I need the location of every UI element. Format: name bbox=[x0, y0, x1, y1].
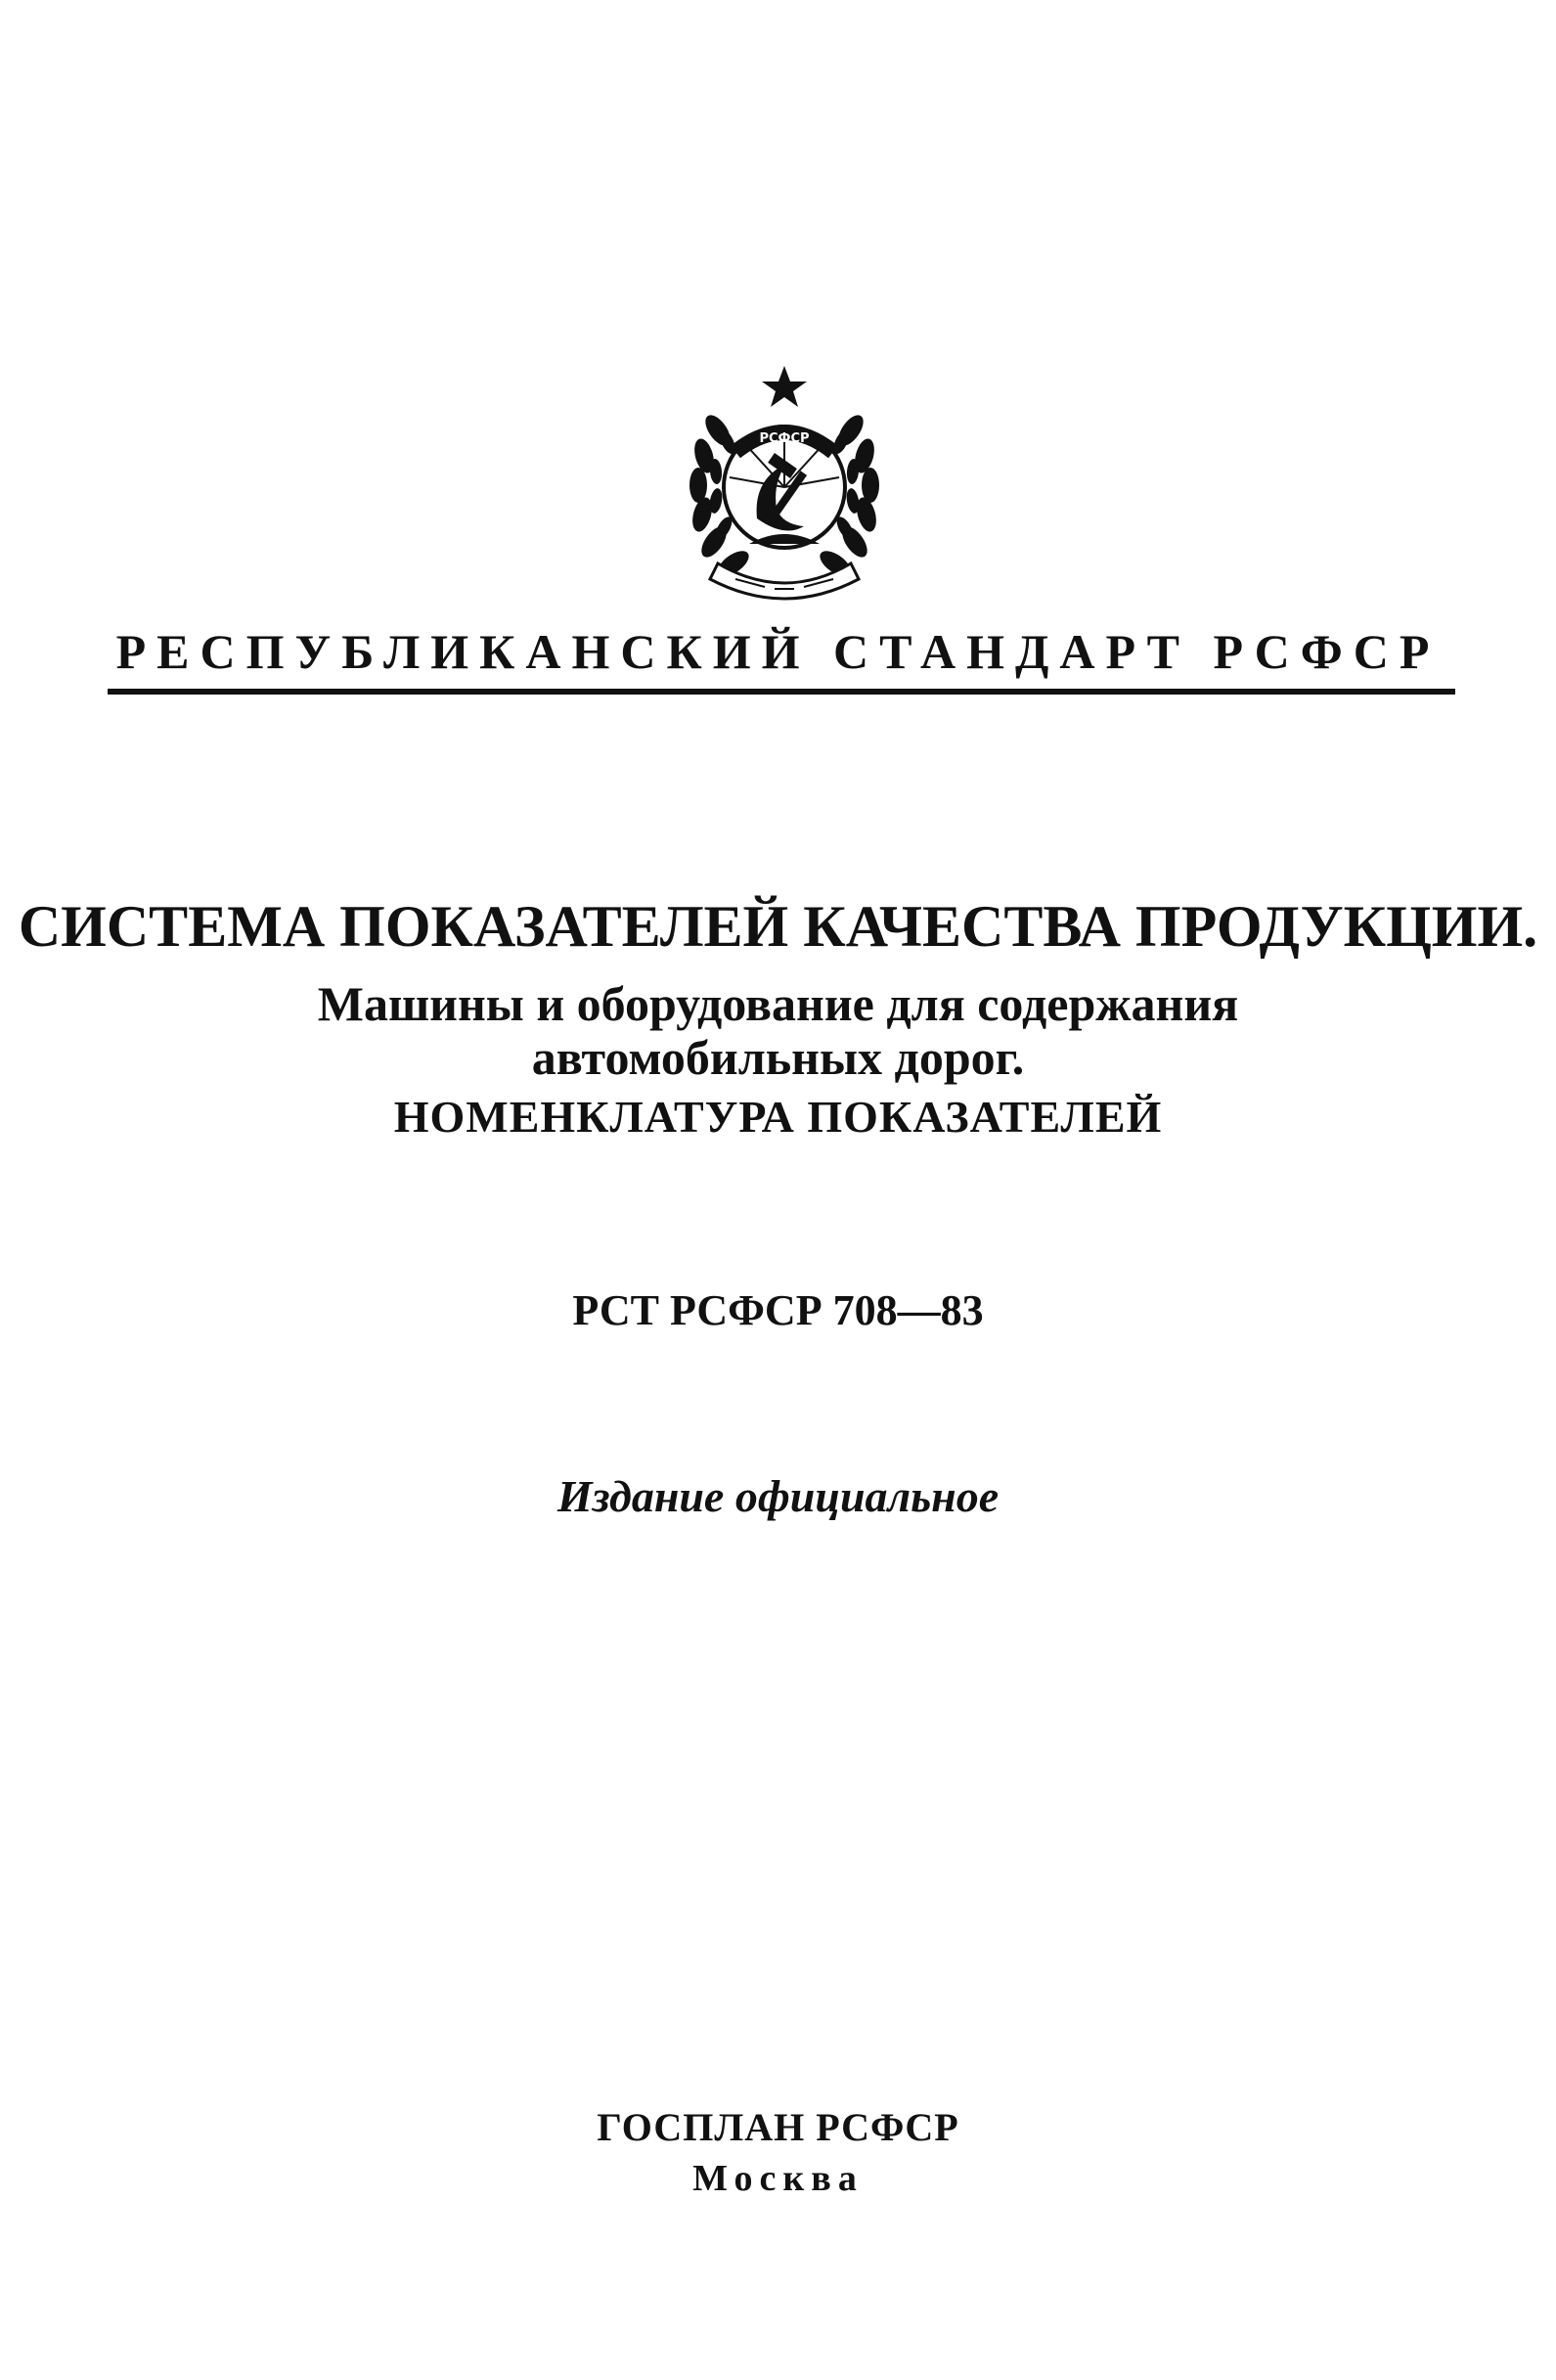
document-subtitle-nomenclature: НОМЕНКЛАТУРА ПОКАЗАТЕЛЕЙ bbox=[393, 1092, 1163, 1142]
standard-code: РСТ РСФСР 708—83 bbox=[572, 1286, 984, 1334]
document-subtitle-line-1: Машины и оборудование для содержания bbox=[317, 976, 1239, 1031]
publisher-name: ГОСПЛАН РСФСР bbox=[597, 2105, 959, 2149]
edition-label: Издание официальное bbox=[556, 1471, 1000, 1521]
document-subtitle-line-2: автомобильных дорог. bbox=[531, 1030, 1025, 1085]
publisher-city: Москва bbox=[692, 2158, 864, 2199]
emblem-banner-text: РСФСР bbox=[759, 431, 810, 446]
header-divider bbox=[108, 689, 1455, 695]
republic-standard-header: РЕСПУБЛИКАНСКИЙ СТАНДАРТ РСФСР bbox=[115, 624, 1441, 679]
rsfsr-coat-of-arms-icon bbox=[667, 362, 902, 606]
document-title: СИСТЕМА ПОКАЗАТЕЛЕЙ КАЧЕСТВА ПРОДУКЦИИ. bbox=[18, 894, 1538, 959]
